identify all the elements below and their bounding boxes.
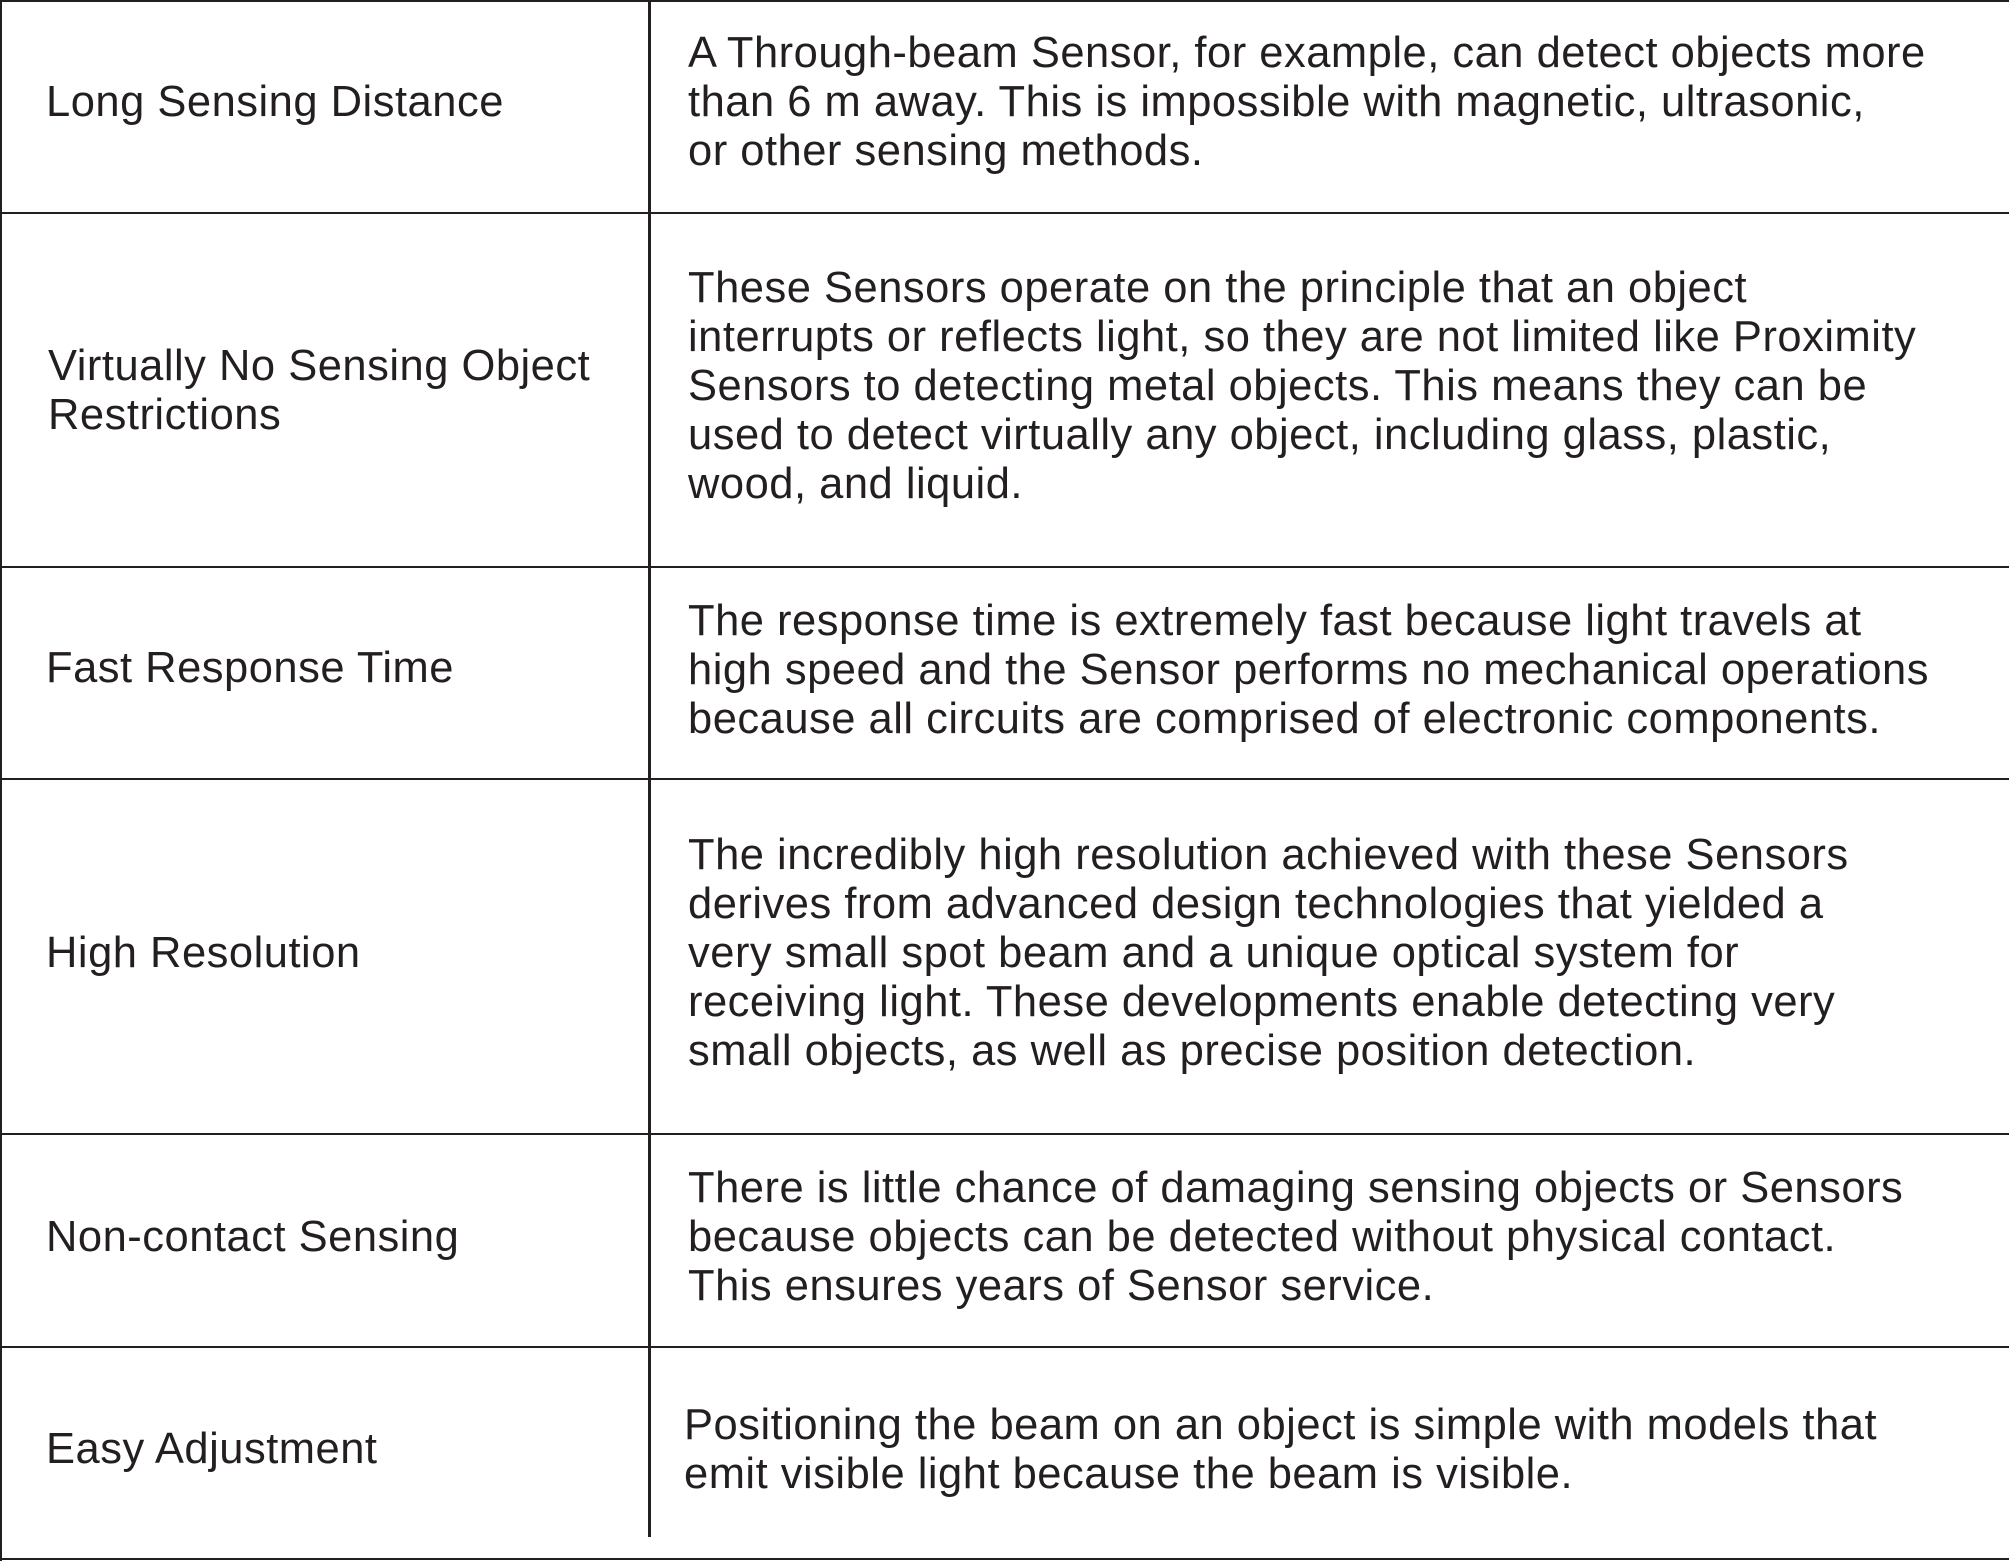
feature-label: Non-contact Sensing xyxy=(46,1213,460,1261)
column-divider xyxy=(648,0,651,1537)
feature-description: A Through-beam Sensor, for example, can detect objects more than 6 m away. This is impossible with magnetic, ultrasonic, or other sensing methods. xyxy=(688,29,1926,175)
table-top-border xyxy=(0,0,2009,2)
feature-label: Long Sensing Distance xyxy=(46,78,504,126)
table-left-border xyxy=(0,0,2,1561)
feature-label: Fast Response Time xyxy=(46,644,454,692)
row-divider xyxy=(0,778,2009,780)
feature-label: Easy Adjustment xyxy=(46,1425,378,1473)
row-divider xyxy=(0,212,2009,214)
feature-label: Virtually No Sensing Object Restrictions xyxy=(48,342,591,439)
row-divider xyxy=(0,1346,2009,1348)
feature-description: There is little chance of damaging sensing objects or Sensors because objects can be detected without physical contact. This ensures years of Sensor service. xyxy=(688,1164,1904,1310)
feature-description: The incredibly high resolution achieved with these Sensors derives from advanced design technologies that yielded a very small spot beam and a unique optical system for receiving light. These developments enable detecting very small objects, as well as precise position detection. xyxy=(688,831,1849,1075)
feature-description: Positioning the beam on an object is simple with models that emit visible light because the beam is visible. xyxy=(684,1401,1878,1498)
feature-label: High Resolution xyxy=(46,929,361,977)
table-bottom-border xyxy=(0,1558,2009,1560)
row-divider xyxy=(0,1133,2009,1135)
feature-description: These Sensors operate on the principle that an object interrupts or reflects light, so they are not limited like Proximity Sensors to detecting metal objects. This means they can be used to detect virtually any object, including glass, plastic, wood, and liquid. xyxy=(688,264,1917,508)
row-divider xyxy=(0,566,2009,568)
feature-description: The response time is extremely fast because light travels at high speed and the Sensor performs no mechanical operations because all circuits are comprised of electronic components. xyxy=(688,597,1930,743)
